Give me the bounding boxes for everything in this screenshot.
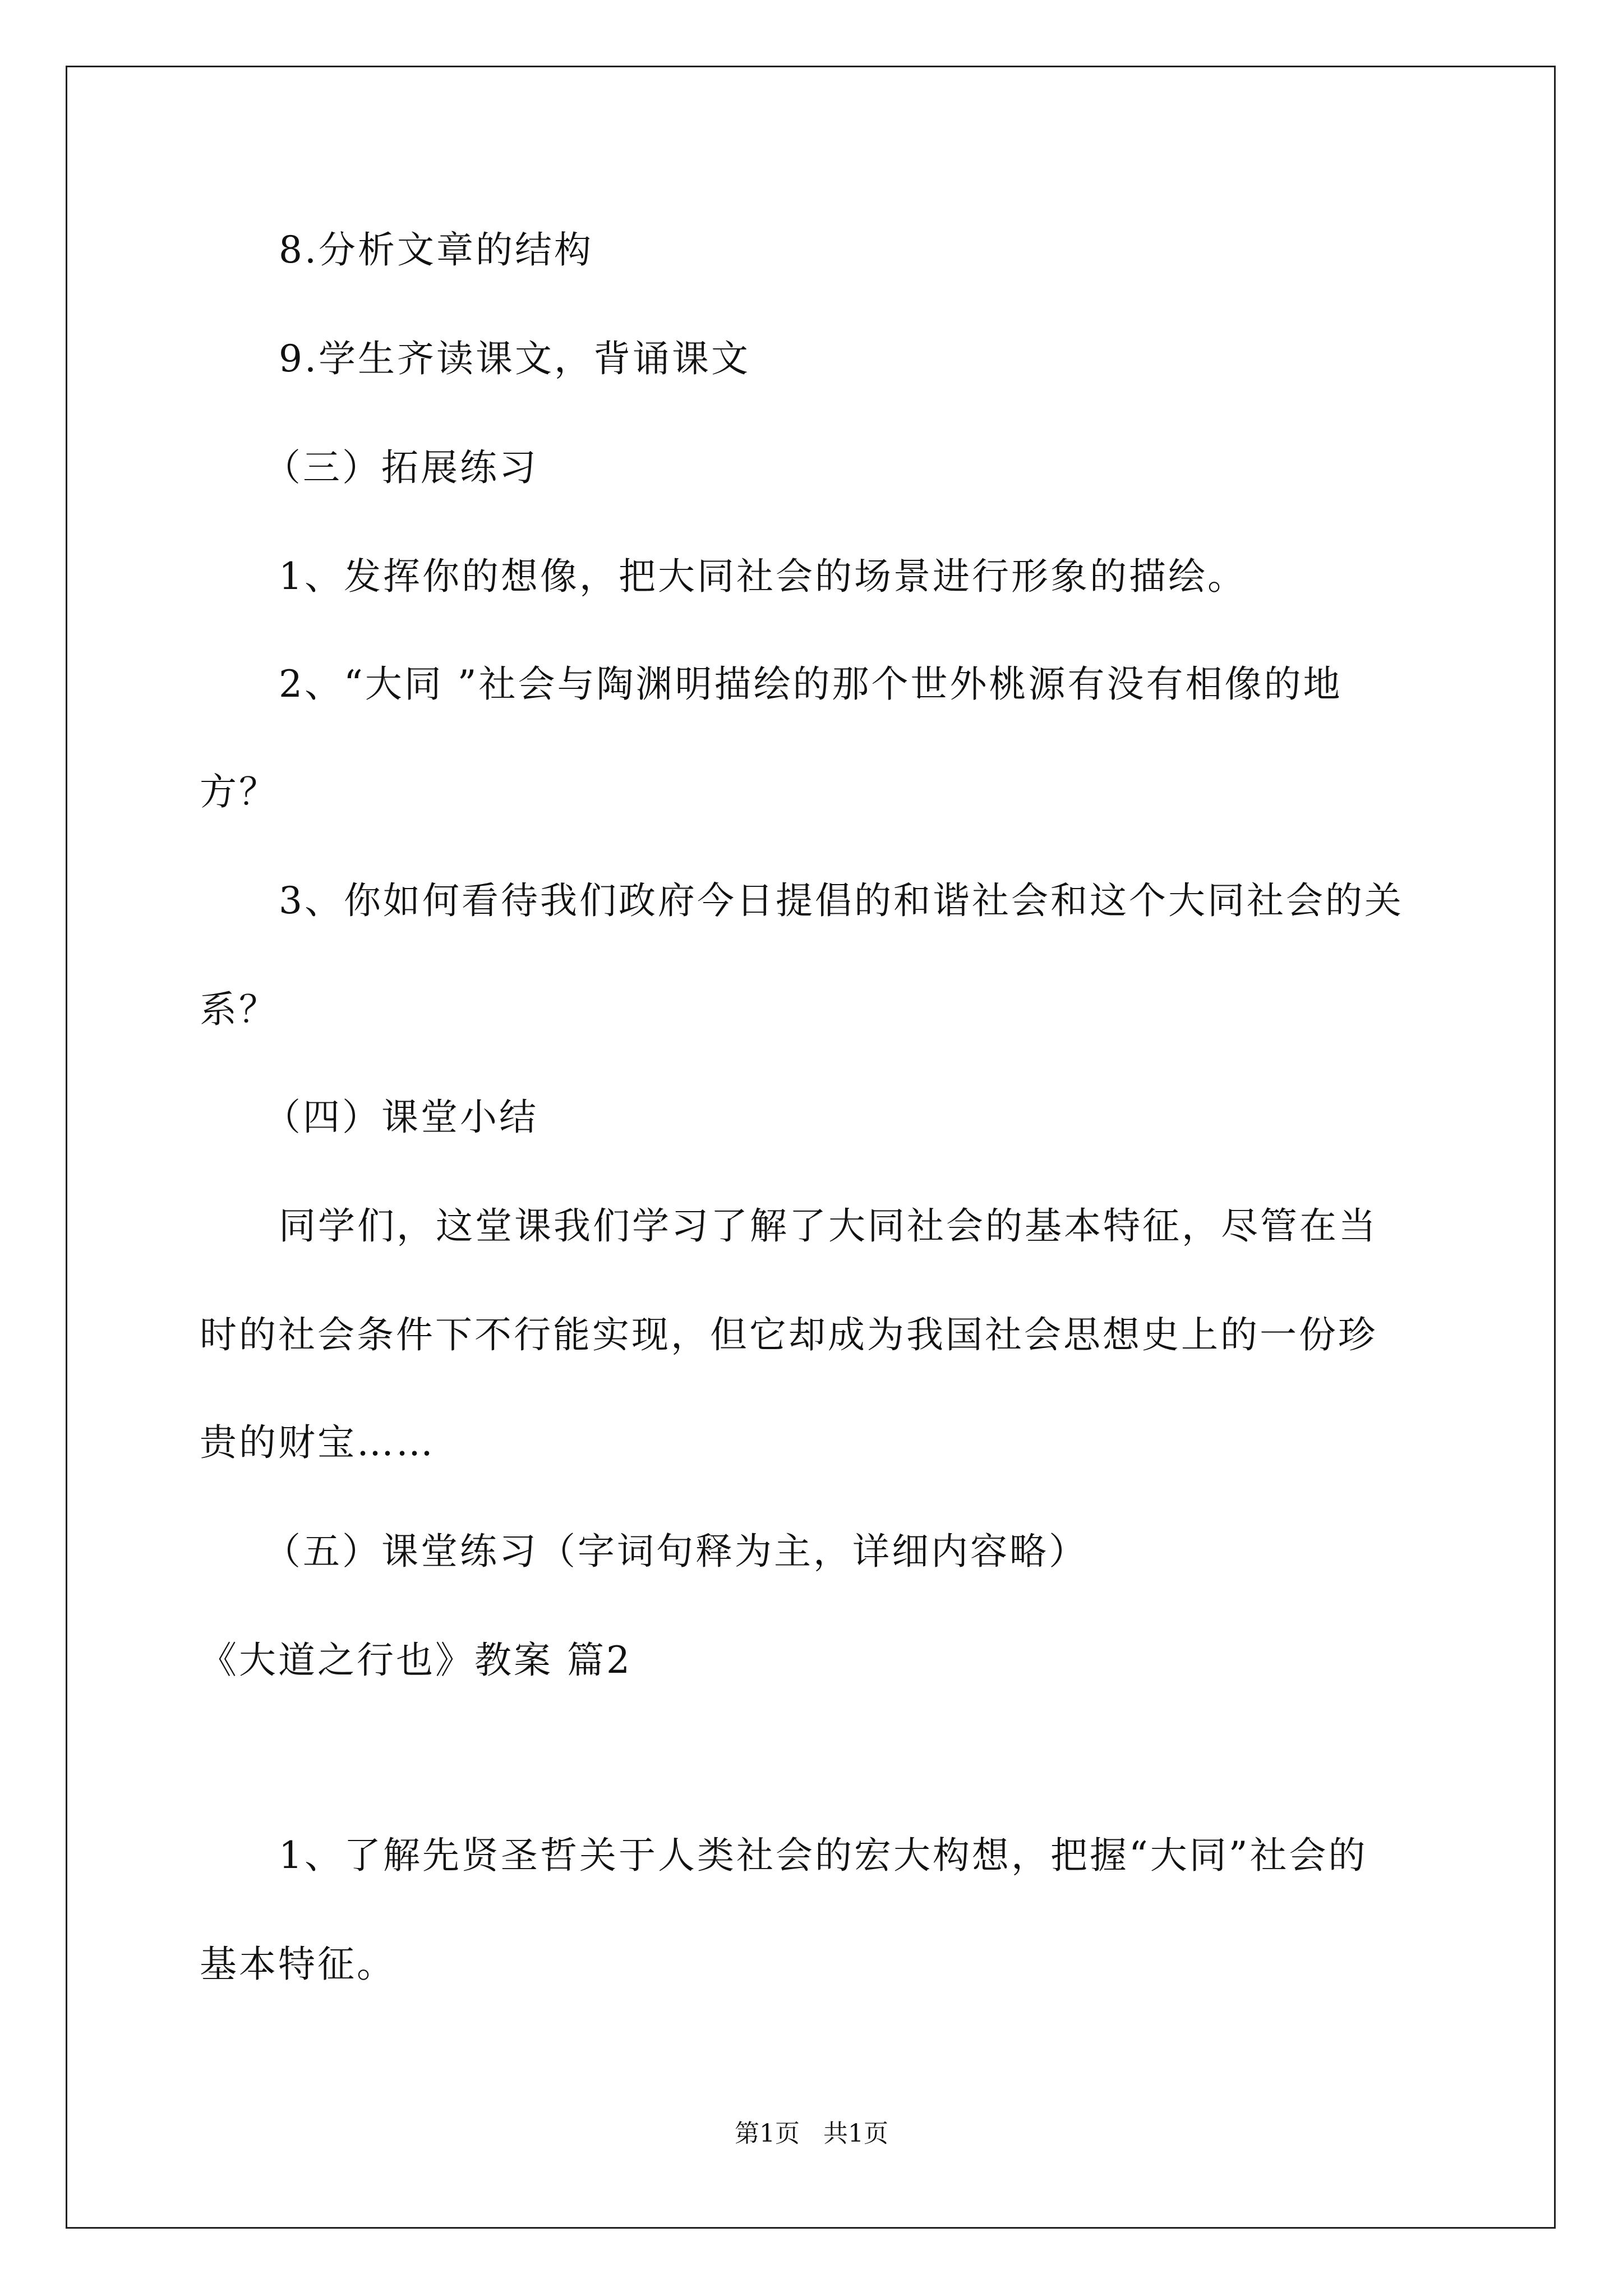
exercise-2-line-2: 方？ <box>200 770 278 813</box>
objective-1-line-2: 基本特征。 <box>200 1943 396 1986</box>
step-9-line: 9.学生齐读课文，背诵课文 <box>279 337 750 380</box>
page-footer: 第1页 共1页 <box>735 2119 888 2148</box>
section-heading-summary: （四）课堂小结 <box>264 1096 538 1139</box>
summary-line-2: 时的社会条件下不行能实现，但它却成为我国社会思想史上的一份珍 <box>200 1313 1377 1356</box>
section-heading-class-practice: （五）课堂练习（字词句释为主，详细内容略） <box>264 1530 1088 1573</box>
exercise-1-line: 1、发挥你的想像，把大同社会的场景进行形象的描绘。 <box>279 555 1247 598</box>
exercise-3-line-1: 3、你如何看待我们政府今日提倡的和谐社会和这个大同社会的关 <box>279 879 1404 922</box>
step-8-line: 8.分析文章的结构 <box>279 228 593 272</box>
exercise-2-line-1: 2、“大同 ”社会与陶渊明描绘的那个世外桃源有没有相像的地 <box>279 662 1343 706</box>
page-border <box>66 66 1556 2229</box>
summary-line-1: 同学们，这堂课我们学习了解了大同社会的基本特征，尽管在当 <box>279 1204 1378 1248</box>
section-heading-extension-practice: （三）拓展练习 <box>264 446 538 489</box>
summary-line-3: 贵的财宝…… <box>200 1421 435 1464</box>
exercise-3-line-2: 系？ <box>200 988 278 1031</box>
objective-1-line-1: 1、了解先贤圣哲关于人类社会的宏大构想，把握“大同”社会的 <box>279 1834 1368 1877</box>
lesson-plan-2-title: 《大道之行也》教案 篇2 <box>200 1639 632 1682</box>
